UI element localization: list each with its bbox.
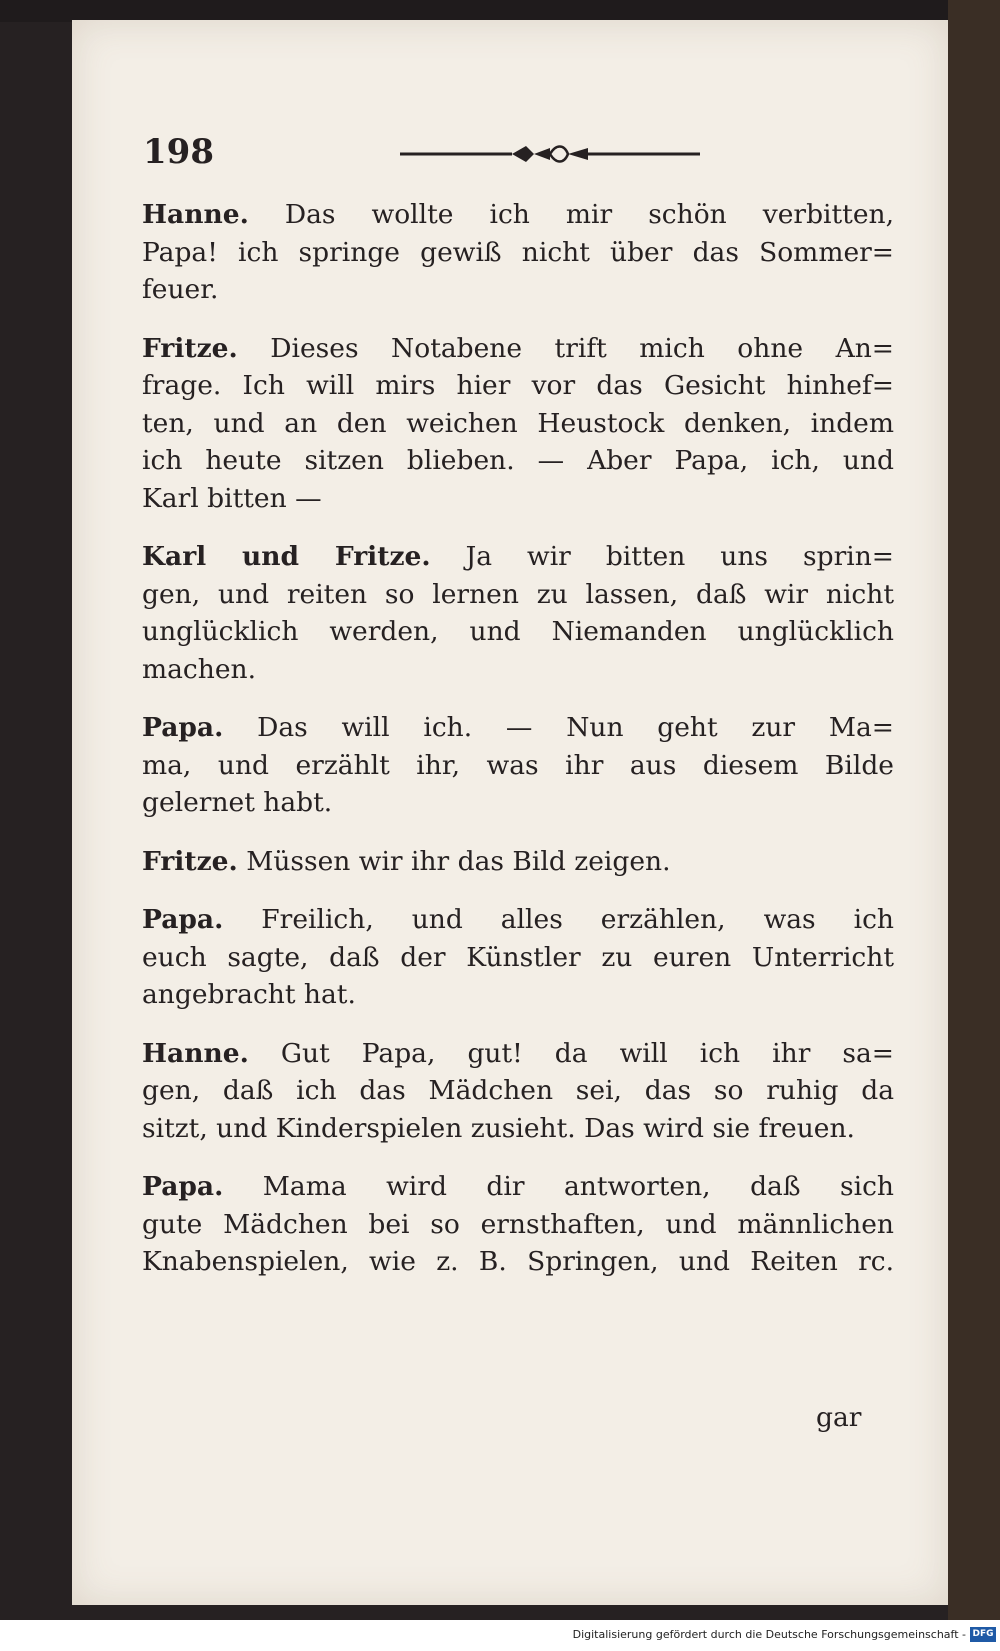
footer-credit: Digitalisierung gefördert durch die Deutsche Forschungsgemeinschaft -	[572, 1628, 966, 1641]
text-line	[142, 784, 894, 822]
speaker-name: Hanne.	[142, 1037, 249, 1069]
paragraph-gap	[142, 822, 894, 843]
text-line	[142, 1243, 894, 1281]
text-line	[142, 613, 894, 651]
line-text: ich heute sitzen blieben. — Aber Papa, ich, und	[142, 445, 894, 476]
line-text: Papa! ich springe gewiß nicht über das Sommer=	[142, 236, 894, 268]
line-text: machen.	[142, 653, 257, 685]
line-text: Mama wird dir antworten, daß sich	[223, 1171, 894, 1202]
text-line	[142, 367, 894, 405]
text-line	[142, 234, 894, 272]
text-line	[142, 271, 894, 309]
line-text: Das wollte ich mir schön verbitten,	[248, 199, 894, 230]
line-text: gen, daß ich das Mädchen sei, das so ruhig da	[142, 1075, 894, 1106]
line-text: ten, und an den weichen Heustock denken, indem	[142, 407, 894, 439]
paragraph-gap	[142, 517, 894, 538]
line-text: Dieses Notabene trift mich ohne An=	[237, 332, 894, 364]
speaker-name: Hanne.	[142, 199, 249, 230]
line-text: angebracht hat.	[142, 979, 356, 1010]
line-text: gute Mädchen bei so ernsthaften, und männlichen	[142, 1208, 894, 1240]
line-text: Ja wir bitten uns sprin=	[430, 541, 894, 572]
text-line	[142, 651, 894, 689]
text-line	[142, 939, 894, 977]
line-text: Das will ich. — Nun geht zur Ma=	[223, 712, 894, 743]
text-line	[142, 1035, 894, 1073]
header-ornament	[400, 140, 710, 180]
scan-top-edge	[0, 0, 1000, 22]
text-line	[142, 1110, 894, 1148]
page-number: 198	[143, 132, 214, 172]
text-line	[142, 709, 894, 747]
text-line	[142, 1168, 894, 1206]
line-text: sitzt, und Kinderspielen zusieht. Das wird sie freuen.	[142, 1112, 855, 1144]
text-line	[142, 901, 894, 939]
speaker-name: Papa.	[142, 1171, 224, 1202]
text-line	[142, 442, 894, 480]
text-line	[142, 843, 894, 881]
line-text: Freilich, und alles erzählen, was ich	[223, 904, 894, 935]
dfg-logo: DFG	[970, 1627, 996, 1642]
speaker-name: Fritze.	[142, 845, 238, 877]
text-line	[142, 576, 894, 614]
paragraph-gap	[142, 309, 894, 330]
text-line	[142, 480, 894, 518]
digitization-footer	[0, 1620, 1000, 1651]
paragraph-gap	[142, 1014, 894, 1035]
line-text: Karl bitten —	[142, 482, 322, 514]
text-line	[142, 330, 894, 368]
text-line	[142, 747, 894, 785]
page-text	[142, 196, 894, 1281]
text-line	[142, 405, 894, 443]
line-text: frage. Ich will mirs hier vor das Gesicht hinhef=	[142, 370, 894, 401]
paragraph-gap	[142, 880, 894, 901]
paragraph-gap	[142, 1147, 894, 1168]
text-line	[142, 976, 894, 1014]
line-text: Knabenspielen, wie z. B. Springen, und Reiten rc.	[142, 1246, 894, 1277]
line-text: euch sagte, daß der Künstler zu euren Unterricht	[142, 941, 894, 973]
line-text: Müssen wir ihr das Bild zeigen.	[237, 845, 671, 877]
line-text: gelernet habt.	[142, 787, 333, 818]
speaker-name: Papa.	[142, 904, 224, 935]
speaker-name: Fritze.	[142, 332, 238, 364]
line-text: feuer.	[142, 274, 219, 305]
speaker-name: Karl und Fritze.	[142, 541, 431, 572]
scan-book-edge	[948, 0, 1000, 1620]
text-line	[142, 196, 894, 234]
catchword: gar	[816, 1402, 862, 1433]
text-line	[142, 1072, 894, 1110]
speaker-name: Papa.	[142, 712, 224, 743]
paragraph-gap	[142, 688, 894, 709]
line-text: gen, und reiten so lernen zu lassen, daß wir nicht	[142, 578, 894, 610]
text-line	[142, 538, 894, 576]
line-text: Gut Papa, gut! da will ich ihr sa=	[248, 1037, 894, 1069]
line-text: ma, und erzählt ihr, was ihr aus diesem Bilde	[142, 749, 894, 781]
line-text: unglücklich werden, und Niemanden unglücklich	[142, 616, 894, 647]
text-line	[142, 1206, 894, 1244]
